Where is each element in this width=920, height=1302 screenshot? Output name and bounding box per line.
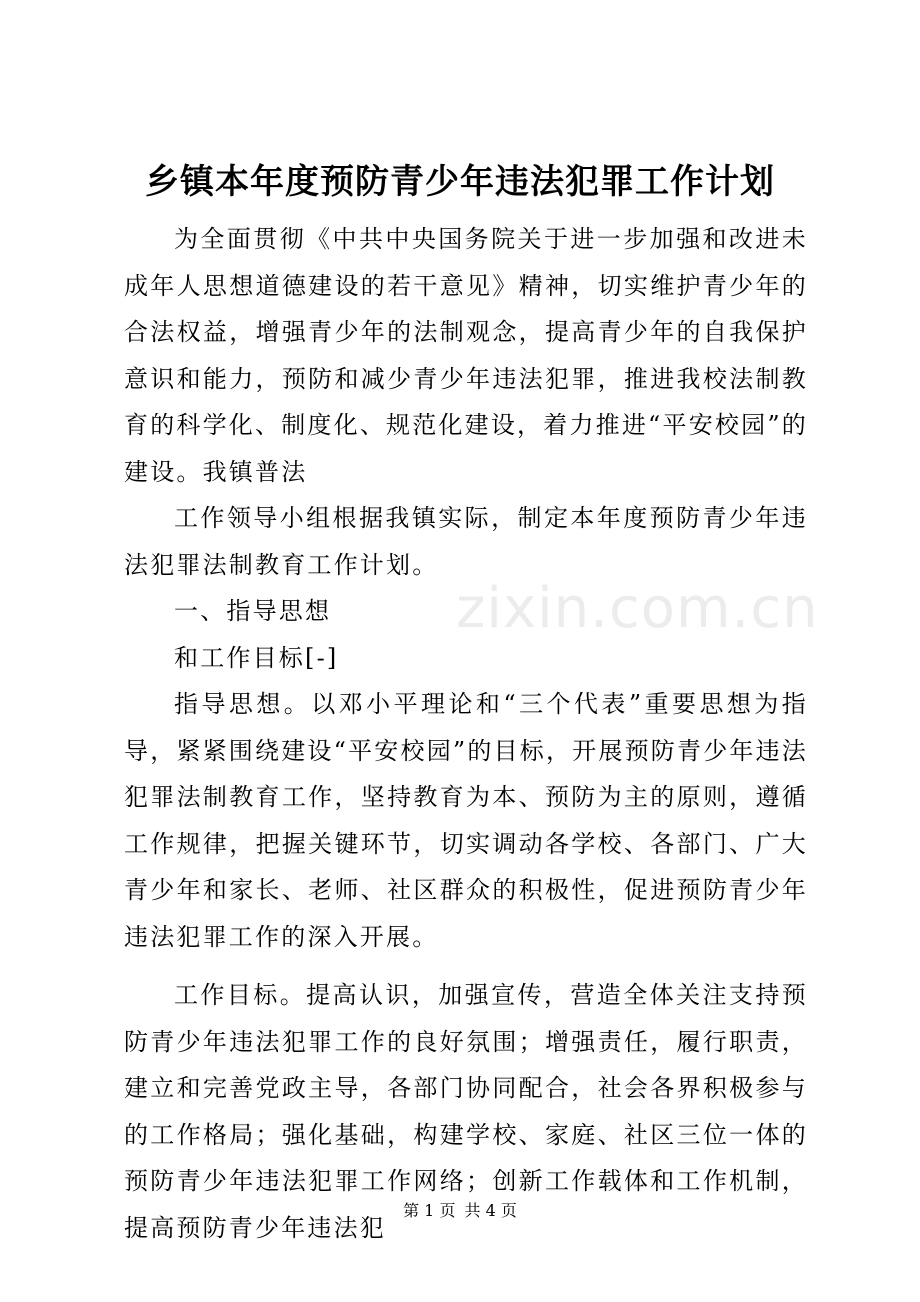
paragraph-intro-continued: 工作领导小组根据我镇实际，制定本年度预防青少年违法犯罪法制教育工作计划。 — [124, 504, 808, 579]
watermark-text: zixin.com.cn — [456, 576, 819, 641]
document-body — [124, 216, 808, 1251]
paragraph-work-goal: 工作目标。提高认识，加强宣传，营造全体关注支持预防青少年违法犯罪工作的良好氛围；增强责任，履行职责，建立和完善党政主导，各部门协同配合，社会各界积极参与的工作格局；强化基础，构建学校、家庭、社区三位一体的预防青少年违法犯罪工作网络；创新工作载体和工作机制，提高预防青少年违法犯 — [124, 981, 808, 1242]
page-footer — [0, 1200, 920, 1222]
section-heading-continued: 和工作目标[-] — [174, 643, 339, 672]
page-total: 共 4 页 — [464, 1201, 517, 1220]
document-title: 乡镇本年度预防青少年违法犯罪工作计划 — [145, 162, 775, 202]
paragraph-guiding-thought: 指导思想。以邓小平理论和“三个代表”重要思想为指导，紧紧围绕建设“平安校园”的目标，开展预防青少年违法犯罪法制教育工作，坚持教育为本、预防为主的原则，遵循工作规律，把握关键环节，切实调动各学校、各部门、广大青少年和家长、老师、社区群众的积极性，促进预防青少年违法犯罪工作的深入开展。 — [124, 690, 808, 951]
page-number: 第 1 页 — [403, 1201, 456, 1220]
paragraph-intro: 为全面贯彻《中共中央国务院关于进一步加强和改进未成年人思想道德建设的若干意见》精神，切实维护青少年的合法权益，增强青少年的法制观念，提高青少年的自我保护意识和能力，预防和减少青少年违法犯罪，推进我校法制教育的科学化、制度化、规范化建设，着力推进“平安校园”的建设。我镇普法 — [124, 225, 808, 486]
section-heading: 一、指导思想 — [174, 597, 332, 625]
